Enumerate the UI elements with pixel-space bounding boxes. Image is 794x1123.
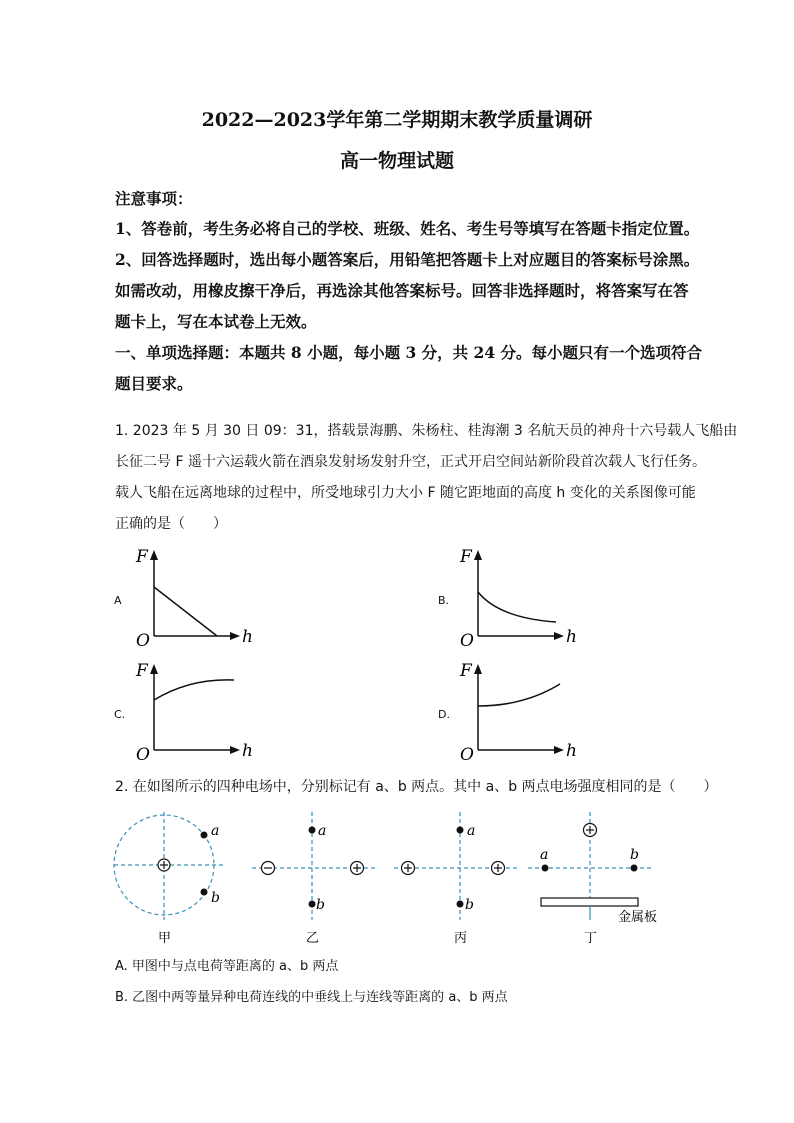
svg-text:F: F bbox=[460, 547, 472, 567]
svg-text:b: b bbox=[465, 897, 474, 913]
svg-text:a: a bbox=[467, 823, 476, 839]
q2-option-a: A. 甲图中与点电荷等距离的 a、b 两点 bbox=[115, 959, 339, 974]
q1-option-d-label: D. bbox=[438, 708, 450, 721]
notes-heading: 注意事项： bbox=[115, 189, 193, 208]
note-line-2: 2、回答选择题时，选出每小题答案后，用铅笔把答题卡上对应题目的答案标号涂黑。 bbox=[115, 250, 700, 269]
graph-a bbox=[130, 547, 260, 651]
field-figure-bing bbox=[390, 812, 530, 952]
origin-label: O bbox=[136, 631, 150, 651]
x-axis-label: h bbox=[242, 627, 253, 647]
svg-text:b: b bbox=[211, 890, 220, 906]
graph-b bbox=[454, 547, 584, 651]
exam-title: 2022—2023学年第二学期期末教学质量调研 bbox=[201, 109, 593, 131]
note-line-3: 如需改动，用橡皮擦干净后，再选涂其他答案标号。回答非选择题时，将答案写在答 bbox=[115, 281, 689, 300]
section-heading-line1: 一、单项选择题：本题共 8 小题，每小题 3 分，共 24 分。每小题只有一个选项符合 bbox=[115, 343, 703, 362]
field-figure-yi bbox=[252, 812, 382, 952]
q2-option-b: B. 乙图中两等量异种电荷连线的中垂线上与连线等距离的 a、b 两点 bbox=[115, 990, 508, 1005]
point-b bbox=[201, 889, 208, 896]
note-line-1: 1、答卷前，考生务必将自己的学校、班级、姓名、考生号等填写在答题卡指定位置。 bbox=[115, 219, 700, 238]
svg-text:甲: 甲 bbox=[158, 931, 172, 946]
metal-plate bbox=[541, 898, 638, 906]
q1-line-2: 长征二号 F 遥十六运载火箭在酒泉发射场发射升空，正式开启空间站新阶段首次载人飞行任务。 bbox=[115, 454, 706, 470]
svg-text:h: h bbox=[566, 627, 577, 647]
graph-d bbox=[454, 661, 584, 765]
svg-text:丁: 丁 bbox=[584, 931, 598, 946]
svg-text:O: O bbox=[460, 631, 474, 651]
q2-stem: 2. 在如图所示的四种电场中，分别标记有 a、b 两点。其中 a、b 两点电场强度相同的是（ ） bbox=[115, 779, 718, 795]
q1-option-b-label: B. bbox=[438, 594, 450, 607]
point-a bbox=[201, 832, 208, 839]
section-heading-line2: 题目要求。 bbox=[115, 374, 193, 393]
svg-text:a: a bbox=[318, 823, 327, 839]
svg-text:b: b bbox=[630, 847, 639, 863]
svg-text:F: F bbox=[136, 661, 148, 681]
svg-text:金属板: 金属板 bbox=[618, 910, 658, 925]
svg-text:F: F bbox=[460, 661, 472, 681]
q1-line-4: 正确的是（ ） bbox=[115, 516, 227, 532]
graph-c bbox=[130, 661, 260, 765]
exam-subtitle: 高一物理试题 bbox=[339, 150, 454, 172]
svg-text:h: h bbox=[242, 741, 253, 761]
svg-text:b: b bbox=[316, 897, 325, 913]
svg-text:乙: 乙 bbox=[306, 931, 320, 946]
svg-text:O: O bbox=[460, 745, 474, 765]
field-figure-jia bbox=[110, 812, 240, 952]
q1-line-3: 载人飞船在远离地球的过程中，所受地球引力大小 F 随它距地面的高度 h 变化的关系图像可能 bbox=[115, 485, 696, 501]
y-axis-label: F bbox=[136, 547, 148, 567]
svg-text:丙: 丙 bbox=[454, 931, 468, 946]
field-figure-ding bbox=[528, 812, 688, 952]
q1-line-1: 1. 2023 年 5 月 30 日 09：31，搭载景海鹏、朱杨柱、桂海潮 3 名航天员的神舟十六号载人飞船由 bbox=[115, 423, 738, 439]
svg-text:O: O bbox=[136, 745, 150, 765]
q1-option-a-label: A bbox=[114, 594, 122, 607]
svg-text:h: h bbox=[566, 741, 577, 761]
svg-text:a: a bbox=[211, 823, 220, 839]
svg-text:a: a bbox=[540, 847, 549, 863]
note-line-4: 题卡上，写在本试卷上无效。 bbox=[115, 312, 317, 331]
q1-option-c-label: C. bbox=[114, 708, 126, 721]
